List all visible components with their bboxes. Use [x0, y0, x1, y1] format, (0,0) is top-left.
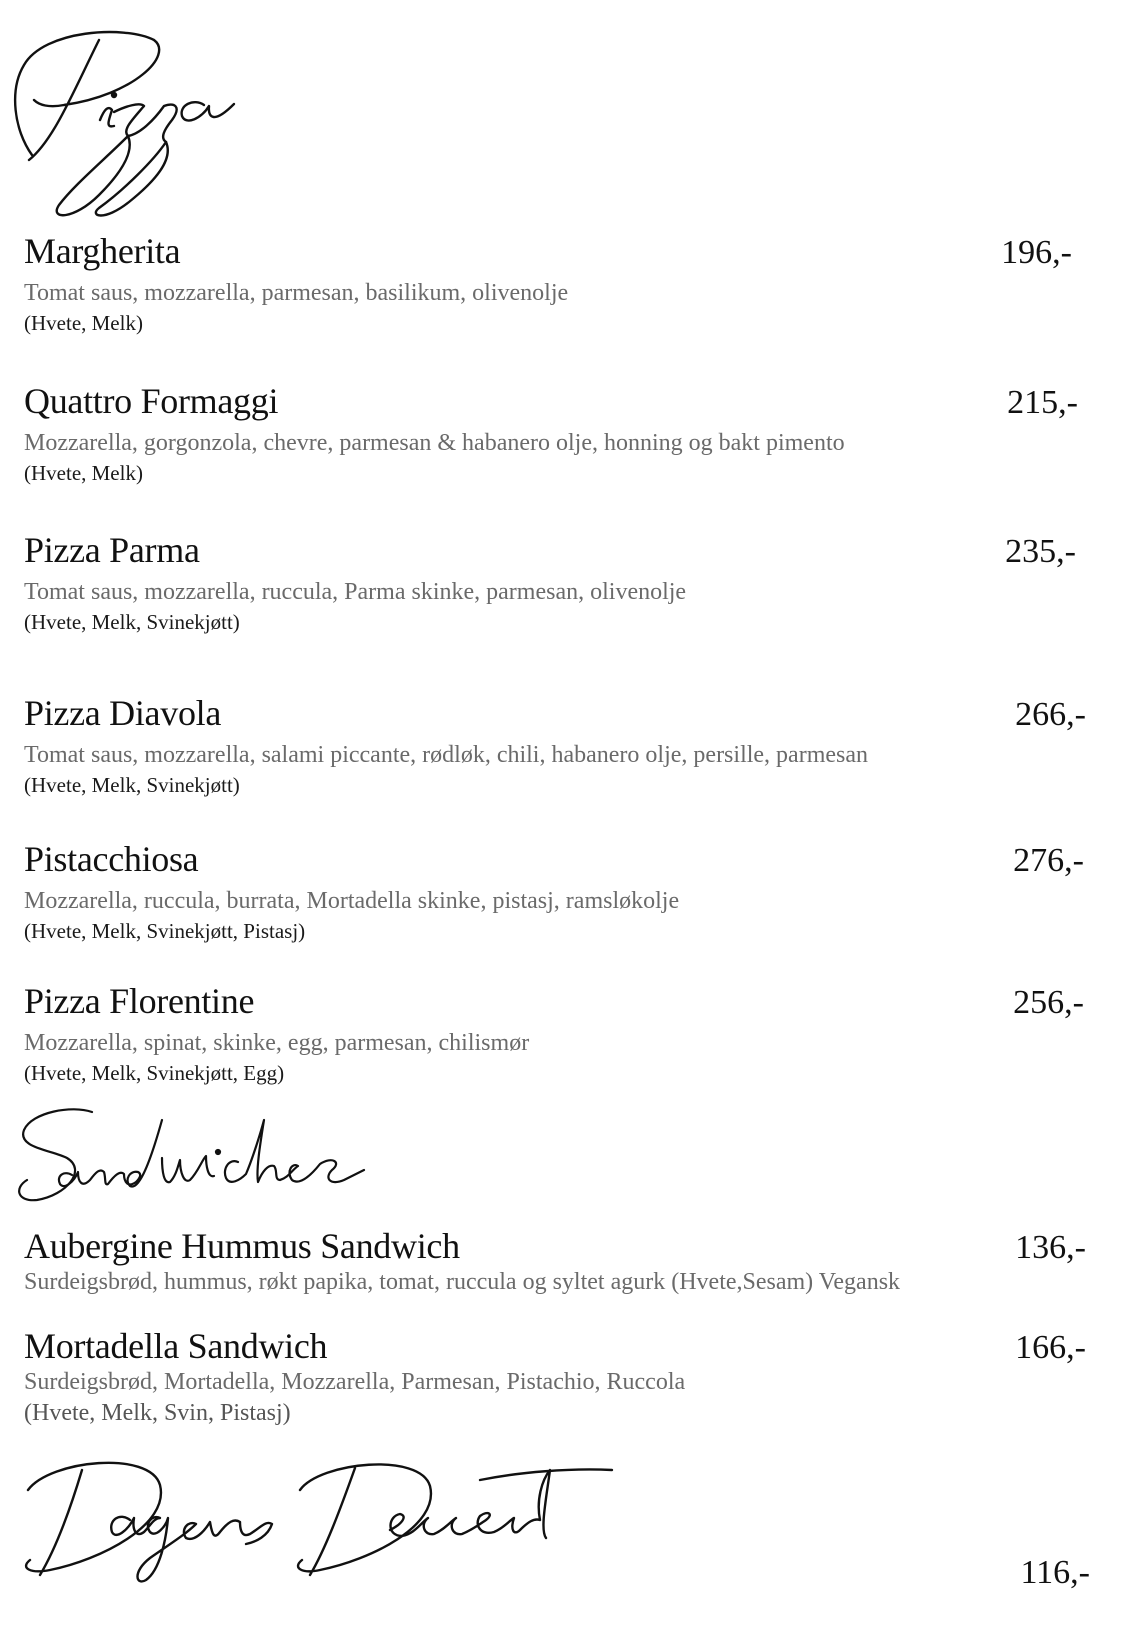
dessert-heading [10, 1440, 620, 1590]
item-price: 235,- [1005, 533, 1076, 570]
item-allergens: (Hvete, Melk, Svin, Pistasj) [24, 1400, 291, 1426]
item-name: Pistacchiosa [24, 839, 199, 879]
item-name: Quattro Formaggi [24, 381, 279, 421]
item-allergens: (Hvete, Melk) [24, 311, 143, 335]
item-price: 266,- [1015, 696, 1086, 733]
menu-item [24, 529, 1124, 635]
dessert-price: 116,- [1020, 1554, 1090, 1591]
item-price: 256,- [1013, 984, 1084, 1021]
item-description: Tomat saus, mozzarella, salami piccante, rødløk, chili, habanero olje, persille, parmesan [24, 742, 869, 768]
item-price: 166,- [1015, 1329, 1086, 1366]
item-name: Pizza Diavola [24, 693, 222, 733]
item-allergens: (Hvete, Melk) [24, 461, 143, 485]
item-allergens: (Hvete, Melk, Svinekjøtt) [24, 773, 240, 797]
item-price: 276,- [1013, 842, 1084, 879]
item-name: Pizza Parma [24, 530, 200, 570]
menu-item [24, 980, 1124, 1086]
menu-item [24, 1325, 1124, 1427]
item-description: Mozzarella, gorgonzola, chevre, parmesan & habanero olje, honning og bakt pimento [24, 430, 845, 456]
menu-item [24, 692, 1124, 798]
item-name: Margherita [24, 231, 181, 271]
item-price: 136,- [1015, 1229, 1086, 1266]
item-description: Mozzarella, spinat, skinke, egg, parmesan, chilismør [24, 1030, 530, 1056]
item-description: Mozzarella, ruccula, burrata, Mortadella skinke, pistasj, ramsløkolje [24, 888, 680, 914]
menu-item [24, 838, 1124, 944]
sandwiches-heading [12, 1100, 372, 1210]
item-allergens: (Hvete, Melk, Svinekjøtt) [24, 610, 240, 634]
item-description: Surdeigsbrød, Mortadella, Mozzarella, Parmesan, Pistachio, Ruccola [24, 1369, 686, 1395]
item-name: Mortadella Sandwich [24, 1326, 328, 1366]
item-description: Surdeigsbrød, hummus, røkt papika, tomat, ruccula og syltet agurk (Hvete,Sesam) Vegansk [24, 1269, 901, 1295]
item-price: 196,- [1001, 234, 1072, 271]
item-price: 215,- [1007, 384, 1078, 421]
item-allergens: (Hvete, Melk, Svinekjøtt, Pistasj) [24, 919, 306, 943]
item-description: Tomat saus, mozzarella, parmesan, basilikum, olivenolje [24, 280, 569, 306]
item-description: Tomat saus, mozzarella, ruccula, Parma skinke, parmesan, olivenolje [24, 579, 687, 605]
item-name: Aubergine Hummus Sandwich [24, 1226, 460, 1266]
menu-item [24, 230, 1124, 336]
item-name: Pizza Florentine [24, 981, 255, 1021]
pizza-heading [4, 10, 244, 220]
item-allergens: (Hvete, Melk, Svinekjøtt, Egg) [24, 1061, 285, 1085]
menu-item [24, 380, 1124, 486]
menu-item [24, 1225, 1124, 1296]
